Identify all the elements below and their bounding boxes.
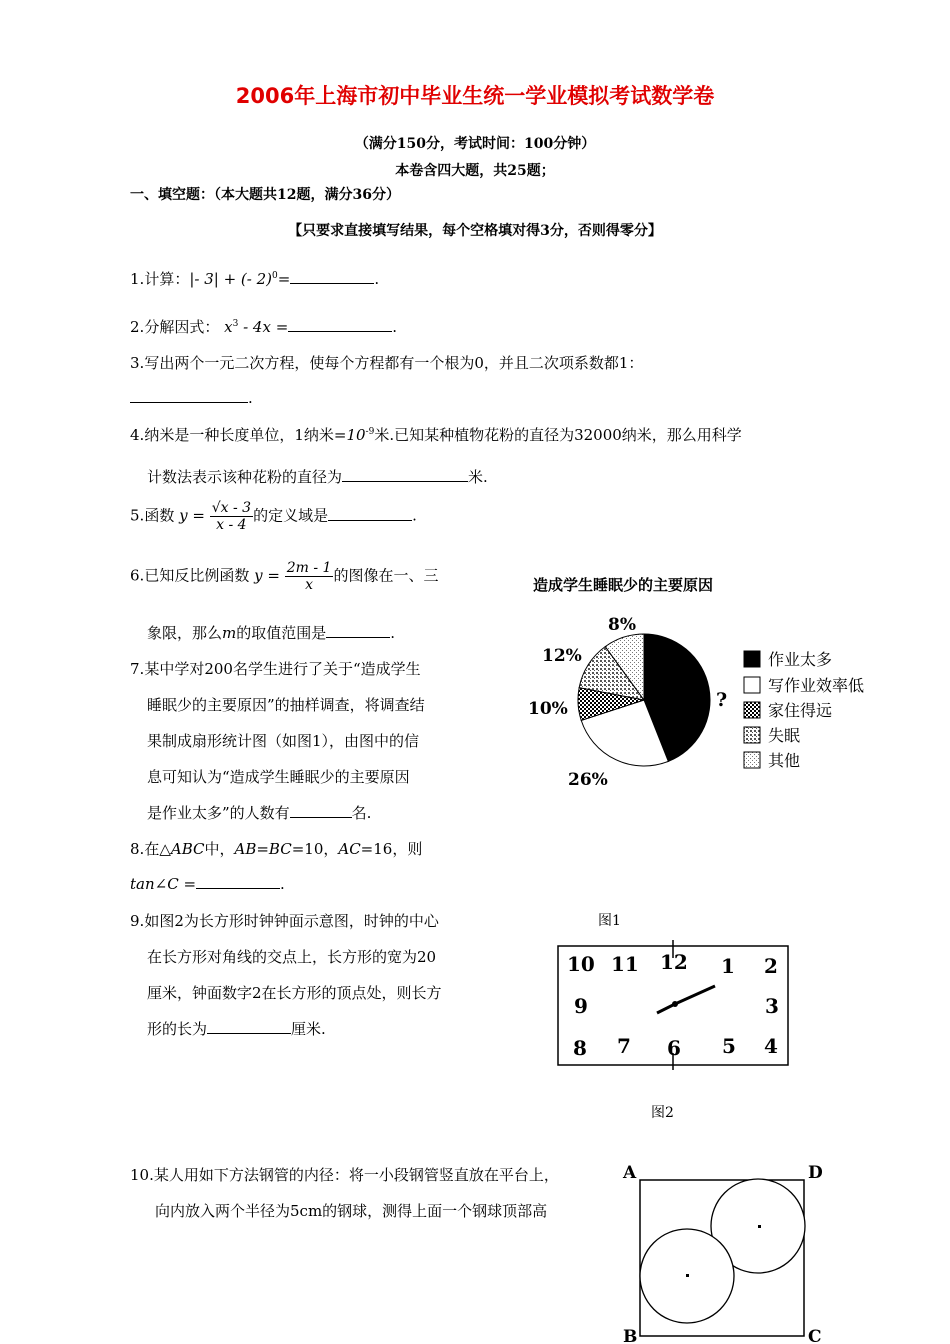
legend-label-home-far: 家住得远 <box>768 701 833 720</box>
clock-numeral-5: 5 <box>722 1034 736 1058</box>
clock-center <box>672 1001 678 1007</box>
q8-ac: AC <box>338 840 361 858</box>
q7-number: 7. <box>130 660 145 678</box>
q5-numerator: √x - 3 <box>211 500 252 516</box>
q9-number: 9. <box>130 912 145 930</box>
legend-label-insomnia: 失眠 <box>768 726 801 745</box>
clock-numeral-12: 12 <box>660 950 688 974</box>
legend-label-inefficient: 写作业效率低 <box>768 676 865 695</box>
question-7 <box>130 658 421 679</box>
q10-number: 10. <box>130 1166 154 1184</box>
question-6 <box>130 560 438 593</box>
pie-label-inefficient: 26% <box>568 770 608 790</box>
q9-line-3: 厘米，钟面数字2在长方形的顶点处，则长方 <box>147 984 442 1002</box>
section-instruction: 【只要求直接填写结果，每个空格填对得3分，否则得零分】 <box>288 223 662 239</box>
clock-numeral-8: 8 <box>573 1036 587 1060</box>
pie-label-home-far: 8% <box>608 615 636 635</box>
q6-text-a: 象限，那么 <box>147 624 223 642</box>
q6-denominator: x <box>305 577 314 593</box>
upper-ball-center <box>758 1225 761 1228</box>
q7-line-5 <box>147 802 371 823</box>
clock-numeral-6: 6 <box>667 1036 681 1060</box>
q8-text-b: 中， <box>204 840 235 858</box>
q7-line-5-text: 是作业太多”的人数有 <box>147 804 290 822</box>
q8-answer-blank[interactable] <box>196 874 280 889</box>
pie-legend <box>742 646 902 776</box>
exam-info-count: 本卷含四大题，共25题； <box>395 163 555 179</box>
pie-label-insomnia: 12% <box>542 646 582 666</box>
legend-swatch-inefficient <box>744 677 760 693</box>
corner-d: D <box>808 1163 823 1183</box>
q4-line2 <box>147 466 488 487</box>
q4-text-d: 米. <box>468 468 488 486</box>
question-2: 2.分解因式： $x^3 - 4x$ = . <box>130 318 398 336</box>
q6-fraction <box>285 560 334 593</box>
question-1: 1.计算：|- 3| + (- 2)$^0$= . <box>130 270 380 288</box>
clock-numeral-1: 1 <box>721 954 735 978</box>
q6-numerator: 2m - 1 <box>286 560 332 576</box>
q5-suffix: 的定义域是 <box>253 506 329 525</box>
question-3 <box>130 352 643 373</box>
q2-number: 2. <box>130 318 145 336</box>
q10-line-1: 某人用如下方法钢管的内径：将一小段钢管竖直放在平台上， <box>153 1166 559 1184</box>
q1-equals: = <box>277 270 291 288</box>
q10-line-2: 向内放入两个半径为5cm的钢球，测得上面一个钢球顶部高 <box>155 1202 548 1220</box>
figure-2-caption: 图2 <box>651 1105 674 1121</box>
q6-number: 6. <box>130 566 145 585</box>
question-10 <box>130 1164 559 1185</box>
q5-fraction <box>210 500 253 533</box>
q2-expr: - 4x = <box>238 318 289 336</box>
q6-answer-blank[interactable] <box>326 623 390 638</box>
q6-y: y = <box>254 566 280 585</box>
page-title: 2006年上海市初中毕业生统一学业模拟考试数学卷 <box>235 84 715 108</box>
q1-answer-blank[interactable] <box>290 269 374 284</box>
q1-exponent: 0 <box>272 271 278 281</box>
q9-text-a: 形的长为 <box>147 1020 208 1038</box>
q4-text-b: 米.已知某种植物花粉的直径为32000纳米，那么用科学 <box>374 426 742 444</box>
clock-numeral-4: 4 <box>764 1034 778 1058</box>
q2-prefix: 分解因式： <box>144 318 220 336</box>
question-5: 5.函数 y = $\frac{√x - 3}{x - 4}$ 的定义域是 . <box>130 500 417 533</box>
legend-label-other: 其他 <box>768 751 801 770</box>
q5-y: y = <box>179 506 205 525</box>
q4-base: 10 <box>346 426 366 444</box>
q5-prefix: 函数 <box>144 506 175 525</box>
q8-abc: ABC <box>170 840 205 858</box>
pie-label-homework: ? <box>716 689 728 711</box>
q5-denominator: x - 4 <box>216 517 247 533</box>
figure-1-caption: 图1 <box>598 913 621 929</box>
legend-swatch-homework <box>744 651 760 667</box>
q5-answer-blank[interactable] <box>328 506 412 521</box>
q3-number: 3. <box>130 354 145 372</box>
q8-tan: tan∠C = <box>130 875 197 893</box>
clock-numeral-10: 10 <box>567 952 595 976</box>
lower-ball-center <box>686 1274 689 1277</box>
q2-answer-blank[interactable] <box>288 317 392 332</box>
section-heading: 一、填空题：（本大题共12题，满分36分） <box>130 187 400 203</box>
q9-answer-blank[interactable] <box>207 1019 291 1034</box>
q6-text-b: 的取值范围是 <box>236 624 327 642</box>
q9-line-2: 在长方形对角线的交点上，长方形的宽为20 <box>147 948 437 966</box>
corner-b: B <box>623 1327 638 1344</box>
pie-label-other: 10% <box>528 699 568 719</box>
clock-numeral-11: 11 <box>611 952 639 976</box>
q7-line-2: 睡眠少的主要原因”的抽样调查，将调查结 <box>147 696 425 714</box>
q8-text-a: 在△ <box>144 840 171 858</box>
q10-figure <box>615 1158 830 1344</box>
q1-expr: |- 3| + (- 2) <box>189 270 273 288</box>
clock-numeral-2: 2 <box>764 954 778 978</box>
q4-answer-blank[interactable] <box>342 467 468 482</box>
q7-suffix: 名. <box>351 804 372 822</box>
q6-m: m <box>222 624 237 642</box>
q7-line-4: 息可知认为“造成学生睡眠少的主要原因 <box>147 768 410 786</box>
q8-text-c: =10， <box>291 840 339 858</box>
question-9 <box>130 910 439 931</box>
question-8 <box>130 838 422 859</box>
clock-numeral-9: 9 <box>574 994 588 1018</box>
q5-number: 5. <box>130 506 145 525</box>
clock-figure <box>553 940 793 1070</box>
q8-abbc: AB=BC <box>234 840 292 858</box>
corner-c: C <box>808 1327 822 1344</box>
q9-line-1: 如图2为长方形时钟钟面示意图，时钟的中心 <box>144 912 439 930</box>
q7-line-3: 果制成扇形统计图（如图1），由图中的信 <box>147 732 420 750</box>
q7-answer-blank[interactable] <box>290 803 352 818</box>
q4-text-c: 计数法表示该种花粉的直径为 <box>147 468 343 486</box>
q3-answer-line: . <box>130 388 253 407</box>
q6-suffix: 的图像在一、三 <box>333 566 439 585</box>
q4-number: 4. <box>130 426 145 444</box>
q3-text: 写出两个一元二次方程，使每个方程都有一个根为0，并且二次项系数都1： <box>144 354 644 372</box>
q4-text-a: 纳米是一种长度单位，1纳米= <box>144 426 347 444</box>
q9-line-4 <box>147 1018 326 1039</box>
legend-swatch-insomnia <box>744 727 760 743</box>
q4-exponent: -9 <box>365 427 375 437</box>
chart-title: 造成学生睡眠少的主要原因 <box>533 576 714 594</box>
exam-info-score: （满分150分，考试时间：100分钟） <box>354 136 596 152</box>
q6-prefix: 已知反比例函数 <box>144 566 250 585</box>
legend-swatch-home-far <box>744 702 760 718</box>
q2-exponent: 3 <box>232 319 239 329</box>
q2-x: x <box>224 318 233 336</box>
q3-answer-blank[interactable] <box>130 388 248 403</box>
q7-line-1: 某中学对200名学生进行了关于“造成学生 <box>144 660 421 678</box>
clock-numeral-3: 3 <box>765 994 779 1018</box>
clock-numeral-7: 7 <box>617 1034 631 1058</box>
q1-prefix: 计算： <box>144 270 190 288</box>
q8-text-d: =16，则 <box>360 840 423 858</box>
q8-line2: tan∠C = . <box>130 875 285 893</box>
q6-line2: 象限，那么m的取值范围是 . <box>147 624 396 642</box>
legend-swatch-other <box>744 752 760 768</box>
q1-number: 1. <box>130 270 145 288</box>
legend-label-homework: 作业太多 <box>768 650 833 669</box>
q8-number: 8. <box>130 840 145 858</box>
q9-text-b: 厘米. <box>291 1020 326 1038</box>
corner-a: A <box>623 1163 637 1183</box>
question-4 <box>130 424 742 445</box>
